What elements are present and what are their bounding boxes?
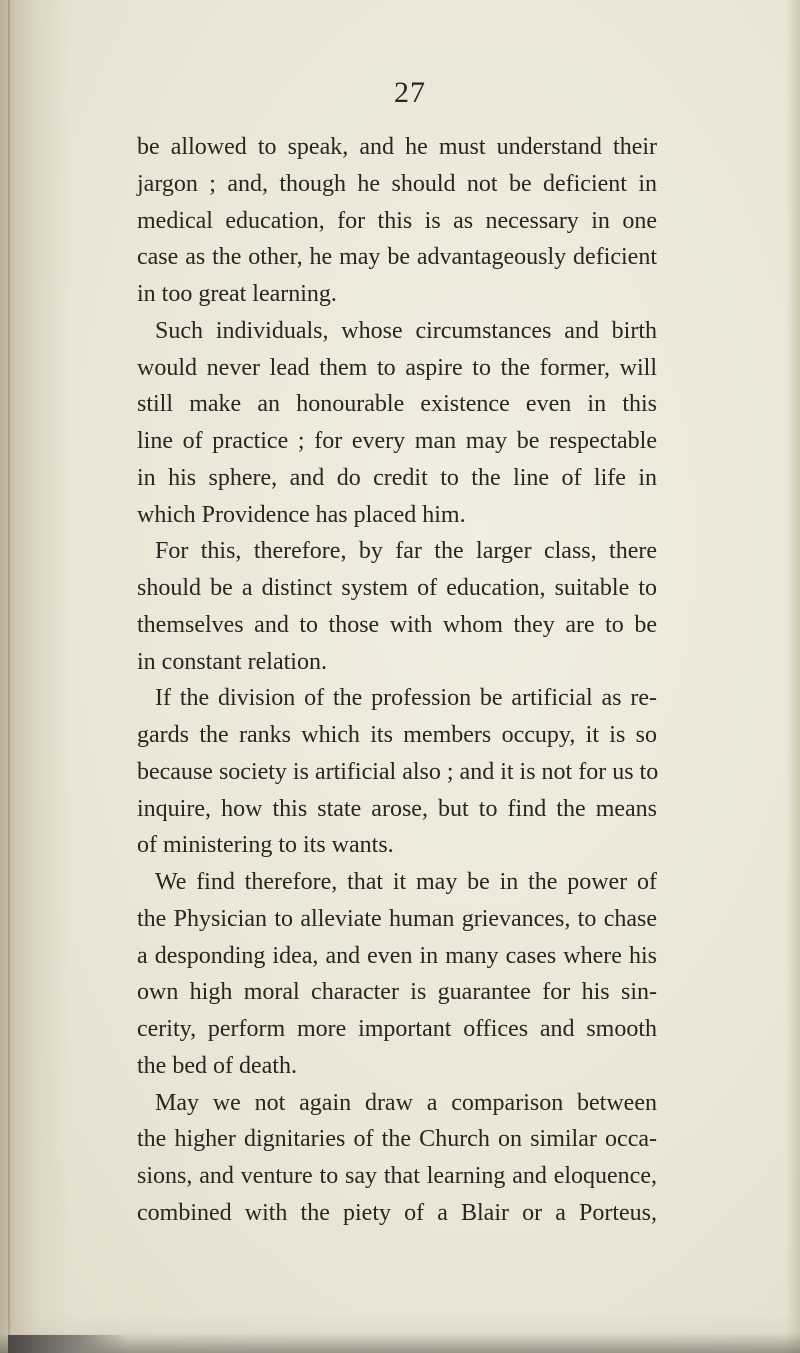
text-line: in his sphere, and do credit to the line of life in bbox=[137, 464, 657, 491]
body-text bbox=[137, 129, 657, 1232]
text-line: should be a distinct system of education, suitable to bbox=[137, 575, 657, 601]
text-line: For this, therefore, by far the larger class, there bbox=[155, 538, 657, 565]
text-line: medical education, for this is as necessary in one bbox=[137, 207, 657, 234]
text-line: jargon ; and, though he should not be deficient in bbox=[137, 170, 657, 197]
text-line: case as the other, he may be advantageously deficient bbox=[137, 244, 657, 271]
text-line: We find therefore, that it may be in the power of bbox=[155, 869, 657, 895]
binding-gutter bbox=[0, 0, 70, 1353]
text-line: own high moral character is guarantee for his sin- bbox=[137, 979, 657, 1006]
text-line: the bed of death. bbox=[137, 1052, 297, 1079]
text-line: in constant relation. bbox=[137, 648, 327, 675]
text-line: Such individuals, whose circumstances and birth bbox=[155, 317, 657, 344]
text-line: be allowed to speak, and he must understand their bbox=[137, 134, 657, 160]
text-line: cerity, perform more important offices and smooth bbox=[137, 1016, 657, 1042]
text-line: If the division of the profession be artificial as re- bbox=[155, 685, 657, 712]
binding-edge-line bbox=[8, 0, 10, 1353]
text-line: would never lead them to aspire to the former, will bbox=[137, 354, 657, 381]
text-line: a desponding idea, and even in many cases where his bbox=[137, 942, 657, 969]
text-line: in too great learning. bbox=[137, 281, 337, 307]
text-line: which Providence has placed him. bbox=[137, 501, 466, 528]
text-line: combined with the piety of a Blair or a Porteus, bbox=[137, 1199, 657, 1226]
text-line: the higher dignitaries of the Church on similar occa- bbox=[137, 1126, 657, 1153]
page-number: 27 bbox=[394, 76, 426, 109]
text-line: May we not again draw a comparison between bbox=[155, 1089, 657, 1116]
text-line: inquire, how this state arose, but to find the means bbox=[137, 795, 657, 822]
text-line: still make an honourable existence even in this bbox=[137, 391, 657, 418]
text-line: the Physician to alleviate human grievances, to chase bbox=[137, 905, 657, 932]
page-right-edge bbox=[786, 0, 800, 1353]
text-line: gards the ranks which its members occupy, it is so bbox=[137, 722, 657, 748]
text-line: themselves and to those with whom they are to be bbox=[137, 611, 657, 638]
text-line: of ministering to its wants. bbox=[137, 832, 394, 859]
text-line: because society is artificial also ; and it is not for us to bbox=[137, 758, 659, 785]
text-line: sions, and venture to say that learning and eloquence, bbox=[137, 1163, 657, 1189]
text-line: line of practice ; for every man may be respectable bbox=[137, 428, 657, 454]
page-corner-shadow bbox=[8, 1335, 128, 1353]
